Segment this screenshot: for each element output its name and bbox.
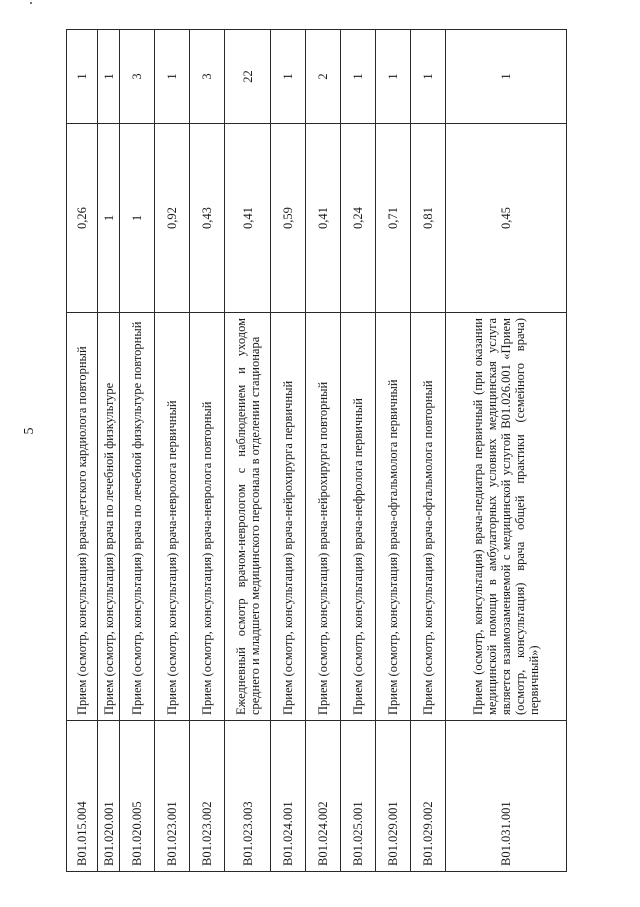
average-multiplicity: 1 [155, 30, 190, 124]
service-code: B01.025.001 [341, 721, 376, 872]
frequency-coefficient: 0,45 [446, 124, 567, 313]
service-code: B01.023.001 [155, 721, 190, 872]
service-name: Прием (осмотр, консультация) врача по лечебной физкультуре [98, 313, 120, 721]
average-multiplicity: 1 [98, 30, 120, 124]
frequency-coefficient: 0,71 [376, 124, 411, 313]
average-multiplicity: 22 [225, 30, 271, 124]
service-code: B01.020.005 [120, 721, 155, 872]
frequency-coefficient: 0,41 [225, 124, 271, 313]
average-multiplicity: 2 [306, 30, 341, 124]
table-row [306, 30, 341, 872]
average-multiplicity: 1 [376, 30, 411, 124]
service-code: B01.024.002 [306, 721, 341, 872]
service-code: B01.031.001 [446, 721, 567, 872]
service-name: Прием (осмотр, консультация) врача-офтальмолога первичный [376, 313, 411, 721]
table-row [67, 30, 98, 872]
frequency-coefficient: 1 [120, 124, 155, 313]
average-multiplicity: 1 [341, 30, 376, 124]
medical-services-table [66, 29, 567, 872]
table-row [271, 30, 306, 872]
service-name: Прием (осмотр, консультация) врача-невролога повторный [190, 313, 225, 721]
service-code: B01.020.001 [98, 721, 120, 872]
service-code: B01.015.004 [67, 721, 98, 872]
frequency-coefficient: 0,26 [67, 124, 98, 313]
frequency-coefficient: 0,81 [411, 124, 446, 313]
service-name: Прием (осмотр, консультация) врача-невролога первичный [155, 313, 190, 721]
page-number: 5 [22, 427, 37, 435]
frequency-coefficient: 0,41 [306, 124, 341, 313]
frequency-coefficient: 0,92 [155, 124, 190, 313]
service-code: B01.023.002 [190, 721, 225, 872]
service-name: Прием (осмотр, консультация) врача-детского кардиолога повторный [67, 313, 98, 721]
service-name: Прием (осмотр, консультация) врача по лечебной физкультуре повторный [120, 313, 155, 721]
frequency-coefficient: 1 [98, 124, 120, 313]
table-row [155, 30, 190, 872]
table-row [225, 30, 271, 872]
table-row [446, 30, 567, 872]
table-row [190, 30, 225, 872]
average-multiplicity: 1 [446, 30, 567, 124]
service-name: Прием (осмотр, консультация) врача-офтальмолога повторный [411, 313, 446, 721]
average-multiplicity: 3 [190, 30, 225, 124]
average-multiplicity: 3 [120, 30, 155, 124]
average-multiplicity: 1 [271, 30, 306, 124]
service-name: Прием (осмотр, консультация) врача-нефролога первичный [341, 313, 376, 721]
table-row [376, 30, 411, 872]
service-name: Прием (осмотр, консультация) врача-нейрохирурга первичный [271, 313, 306, 721]
service-code: B01.024.001 [271, 721, 306, 872]
service-code: B01.023.003 [225, 721, 271, 872]
table-row [120, 30, 155, 872]
service-code: B01.029.002 [411, 721, 446, 872]
service-code: B01.029.001 [376, 721, 411, 872]
average-multiplicity: 1 [67, 30, 98, 124]
frequency-coefficient: 0,43 [190, 124, 225, 313]
service-name: Ежедневный осмотр врачом-неврологом с наблюдением и уходом среднего и младшего медицинского персонала в отделении стационара [225, 313, 271, 721]
average-multiplicity: 1 [411, 30, 446, 124]
service-name: Прием (осмотр, консультация) врача-нейрохирурга повторный [306, 313, 341, 721]
table-row [411, 30, 446, 872]
frequency-coefficient: 0,24 [341, 124, 376, 313]
table-row [98, 30, 120, 872]
service-name: Прием (осмотр, консультация) врача-педиатра первичный (при оказании медицинской помощи в амбулаторных условиях медицинская услуга является взаимозаменяемой с медицинской услугой B01.026.001 «Прием (осмотр, консультация) врача общей практики (семейного врача) первичный») [446, 313, 567, 721]
frequency-coefficient: 0,59 [271, 124, 306, 313]
table-row [341, 30, 376, 872]
